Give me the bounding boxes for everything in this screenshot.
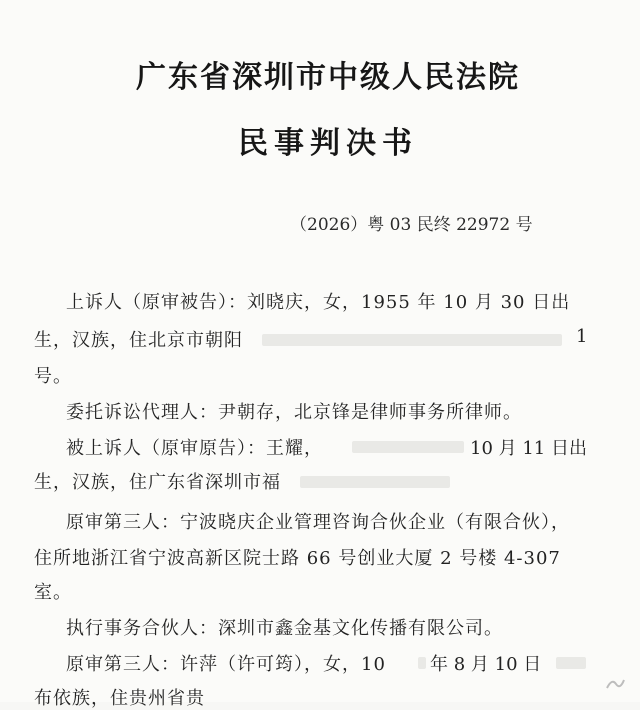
redacted-address xyxy=(262,334,562,346)
party-appellant-line1: 上诉人（原审被告）：刘晓庆，女，1955 年 10 月 30 日出 xyxy=(66,292,571,313)
party-appellant-line2: 生，汉族，住北京市朝阳 xyxy=(34,330,243,351)
third-party-line1: 原审第三人：宁波晓庆企业管理咨询合伙企业（有限合伙）， xyxy=(66,512,570,533)
redacted-year xyxy=(418,657,426,669)
executive-partner-line: 执行事务合伙人：深圳市鑫金基文化传播有限公司。 xyxy=(66,618,503,639)
case-number: （2026）粤 03 民终 22972 号 xyxy=(290,215,533,235)
third-party2-line2: 布依族，住贵州省贵 xyxy=(34,688,205,709)
party-appellee-line2: 生，汉族，住广东省深圳市福 xyxy=(34,472,281,493)
third-party-line3: 室。 xyxy=(34,582,72,603)
agent-line: 委托诉讼代理人：尹朝存，北京锋是律师事务所律师。 xyxy=(66,402,522,423)
party-appellee-line1: 被上诉人（原审原告）：王耀， xyxy=(66,438,323,459)
redacted-address xyxy=(300,476,450,488)
document-type: 民事判决书 xyxy=(238,126,418,161)
party-appellee-line1-end: 10 月 11 日出 xyxy=(470,438,587,459)
party-appellant-line2-end: 1 xyxy=(576,326,588,347)
third-party-line2: 住所地浙江省宁波高新区院士路 66 号创业大厦 2 号楼 4-307 xyxy=(34,548,561,569)
watermark-icon xyxy=(604,676,626,692)
party-appellant-line3: 号。 xyxy=(34,366,72,387)
third-party2-line1: 原审第三人：许萍（许可筠），女，10 xyxy=(66,654,386,675)
third-party2-line1-end: 年 8 月 10 日 xyxy=(430,654,542,675)
redacted-text xyxy=(556,657,586,669)
redacted-birth xyxy=(352,441,464,453)
court-name: 广东省深圳市中级人民法院 xyxy=(136,60,520,95)
